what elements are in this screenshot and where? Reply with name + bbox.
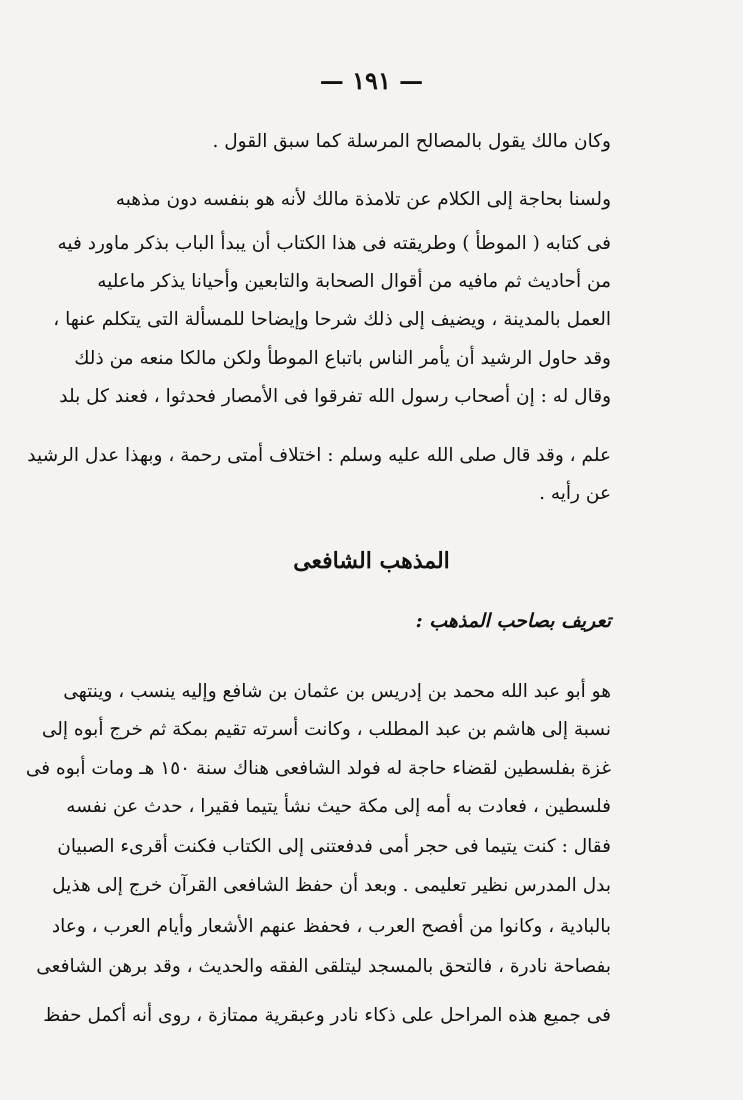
text-line: فى جميع هذه المراحل على ذكاء نادر وعبقرية ممتازة ، روى أنه أكمل حفظ (43, 1005, 611, 1026)
text-line: فى كتابه ( الموطأ ) وطريقته فى هذا الكتاب أن يبدأ الباب بذكر ماورد فيه (57, 233, 611, 254)
intro-line: وكان مالك يقول بالمصالح المرسلة كما سبق القول . (212, 131, 611, 152)
text-line: فقال : كنت يتيما فى حجر أمى فدفعتنى إلى الكتاب فكنت أقرىء الصبيان (57, 836, 611, 857)
text-line: وقد حاول الرشيد أن يأمر الناس باتباع الموطأ ولكن مالكا منعه من ذلك (74, 348, 611, 369)
text-line: بالبادية ، وكانوا من أفصح العرب ، فحفظ عنهم الأشعار وأيام العرب ، وعاد (51, 916, 611, 937)
text-line: بفصاحة نادرة ، فالتحق بالمسجد ليتلقى الفقه والحديث ، وقد برهن الشافعى (36, 956, 611, 977)
text-line: علم ، وقد قال صلى الله عليه وسلم : اختلاف أمتى رحمة ، وبهذا عدل الرشيد (27, 445, 611, 466)
text-line: غزة بفلسطين لقضاء حاجة له فولد الشافعى هناك سنة ١٥٠ هـ ومات أبوه فى (25, 758, 611, 779)
text-line: بدل المدرس نظير تعليمى . وبعد أن حفظ الشافعى القرآن خرج إلى هذيل (52, 875, 611, 896)
section-title: المذهب الشافعى (293, 548, 450, 574)
text-line: هو أبو عبد الله محمد بن إدريس بن عثمان بن شافع وإليه ينسب ، وينتهى (63, 681, 611, 702)
text-line: ولسنا بحاجة إلى الكلام عن تلامذة مالك لأنه هو بنفسه دون مذهبه (115, 189, 611, 210)
text-line: العمل بالمدينة ، ويضيف إلى ذلك شرحا وإيضاحا للمسألة التى يتكلم عنها ، (53, 309, 611, 330)
text-line: فلسطين ، فعادت به أمه إلى مكة حيث نشأ يتيما فقيرا ، حدث عن نفسه (66, 796, 611, 817)
text-line: وقال له : إن أصحاب رسول الله تفرقوا فى الأمصار فحدثوا ، فعند كل بلد (59, 386, 611, 407)
text-line: عن رأيه . (539, 483, 611, 504)
text-line: من أحاديث ثم مافيه من أقوال الصحابة والتابعين وأحيانا يذكر ماعليه (97, 271, 611, 292)
page-number: — ١٩١ — (319, 66, 424, 95)
subheading: تعريف بصاحب المذهب : (415, 610, 611, 632)
text-line: نسبة إلى هاشم بن عبد المطلب ، وكانت أسرته تقيم بمكة ثم خرج أبوه إلى (41, 719, 611, 740)
